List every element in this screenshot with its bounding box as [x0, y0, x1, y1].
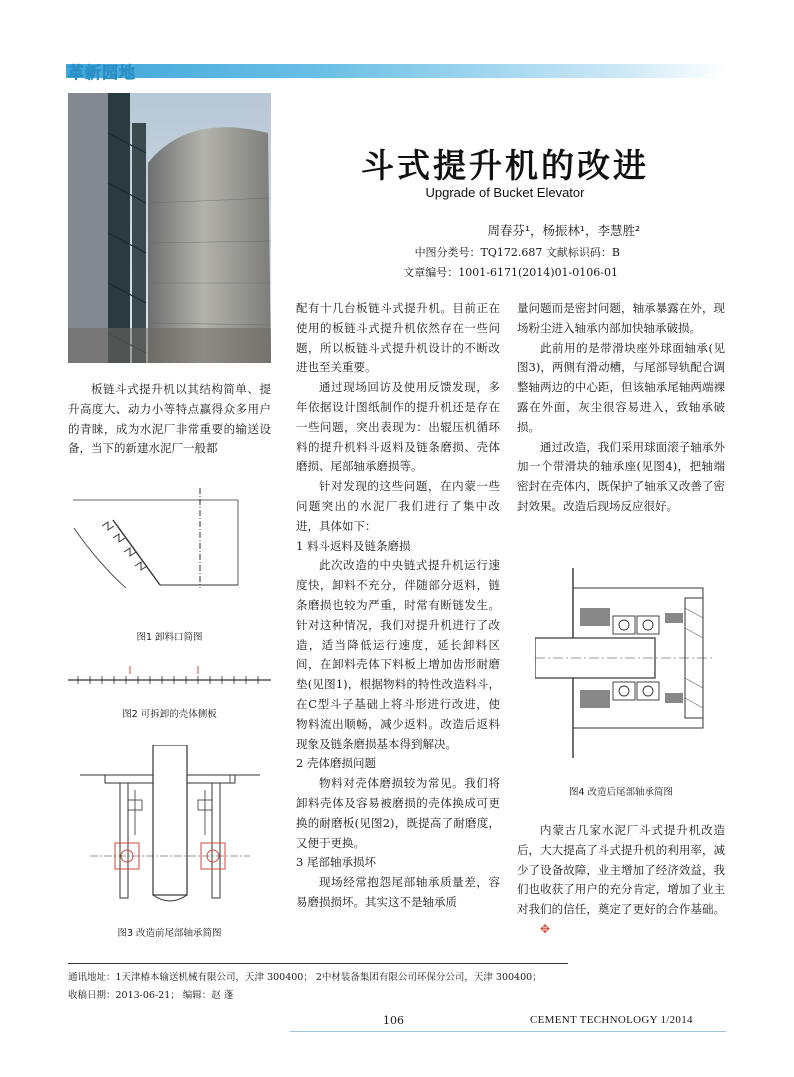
figure-1: [68, 488, 271, 623]
paragraph: 针对发现的这些问题，在内蒙一些问题突出的水泥厂我们进行了集中改进，具体如下：: [296, 479, 500, 533]
paragraph: [517, 821, 725, 940]
page-number: 106: [383, 1014, 404, 1027]
column-middle: [296, 299, 500, 913]
section-heading: 3 尾部轴承损坏: [296, 855, 376, 870]
footnote-address: 通讯地址：1天津椿本输送机械有限公司，天津 300400； 2中材装备集团有限公司环保分公司，天津 300400；: [68, 972, 542, 983]
section-header: [66, 62, 726, 80]
footer-rule: [290, 1031, 726, 1032]
column-right-lower: [517, 821, 725, 940]
paragraph: 物料对壳体磨损较为常见。我们将卸料壳体及容易被磨损的壳体换成可更换的耐磨板(见图2)，既提高了耐磨度，又便于更换。: [296, 776, 500, 850]
paragraph: 此前用的是带滑块座外球面轴承(见图3)，两侧有滑动槽，与尾部导轨配合调整轴两边的中心距，但该轴承尾轴两端裸露在外面，灰尘很容易进入，致轴承破损。: [517, 340, 725, 434]
figure-2-caption: 图2 可拆卸的壳体侧板: [122, 709, 217, 720]
section-heading: 1 料斗返料及链条磨损: [296, 538, 411, 553]
article-subtitle: Upgrade of Bucket Elevator: [425, 185, 585, 200]
end-mark-icon: ✥: [540, 921, 551, 936]
section-heading: 2 壳体磨损问题: [296, 756, 376, 771]
paragraph: 配有十几台板链斗式提升机。目前正在使用的板链斗式提升机依然存在一些问题，所以板链斗式提升机设计的不断改进也至关重要。: [296, 301, 500, 375]
elevator-photo: [68, 93, 271, 363]
paragraph: 量问题而是密封问题，轴承暴露在外，现场粉尘进入轴承内部加快轴承破损。: [517, 301, 725, 335]
classification-number: 中图分类号：TQ172.687 文献标识码：B: [414, 246, 620, 259]
paragraph: 板链斗式提升机以其结构简单、提升高度大、动力小等特点赢得众多用户的青睐，成为水泥厂非常重要的输送设备，当下的新建水泥厂一般都: [68, 382, 271, 456]
paragraph: 此次改造的中央链式提升机运行速度快，卸料不充分，伴随部分返料，链条磨损也较为严重，时常有断链发生。针对这种情况，我们对提升机进行了改造，适当降低运行速度，延长卸料区间，在卸料壳体下料板上增加齿形耐磨垫(见图1)，根据物料的特性改造料斗，在C型斗子基础上将斗形进行改进，使物料流出顺畅，减少返料。改造后返料现象及链条磨损基本得到解决。: [296, 558, 500, 751]
section-header-bar: [66, 64, 726, 78]
figure-1-caption: 图1 卸料口简图: [136, 632, 203, 643]
figure-2: [68, 660, 271, 690]
footnote-dates: 收稿日期：2013-06-21； 编辑：赵 蓬: [68, 990, 234, 1001]
paragraph: 通过改造，我们采用球面滚子轴承外加一个带滑块的轴承座(见图4)，把轴端密封在壳体内，既保护了轴承又改善了密封效果。改造后现场反应很好。: [517, 439, 725, 513]
figure-4-caption: 图4 改造后尾部轴承简图: [568, 787, 674, 798]
journal-name: CEMENT TECHNOLOGY 1/2014: [530, 1014, 693, 1026]
figure-3: [70, 745, 270, 910]
section-label: 革新园地: [68, 63, 137, 82]
paragraph: 通过现场回访及使用反馈发现，多年依据设计图纸制作的提升机还是存在一些问题，突出表现为：出辊压机循环料的提升机料斗返料及链条磨损、壳体磨损、尾部轴承磨损等。: [296, 380, 500, 474]
paragraph-text: 内蒙古几家水泥厂斗式提升机改造后，大大提高了斗式提升机的利用率，减少了设备故障，业主增加了经济效益，我们也收获了用户的充分肯定，增加了业主对我们的信任，奠定了更好的合作基础。: [517, 823, 725, 917]
column-left: [68, 380, 271, 459]
figure-4: [535, 568, 720, 758]
article-title: 斗式提升机的改进: [361, 146, 649, 185]
footnote-divider: [68, 963, 568, 964]
paragraph: 现场经常抱怨尾部轴承质量差，容易磨损损坏。其实这不是轴承质: [296, 875, 500, 909]
figure-3-caption: 图3 改造前尾部轴承简图: [117, 928, 222, 939]
column-right: [517, 299, 725, 517]
authors: 周春芬¹，杨振林¹，李慧胜²: [487, 223, 640, 238]
article-number: 文章编号：1001-6171(2014)01-0106-01: [403, 266, 618, 279]
